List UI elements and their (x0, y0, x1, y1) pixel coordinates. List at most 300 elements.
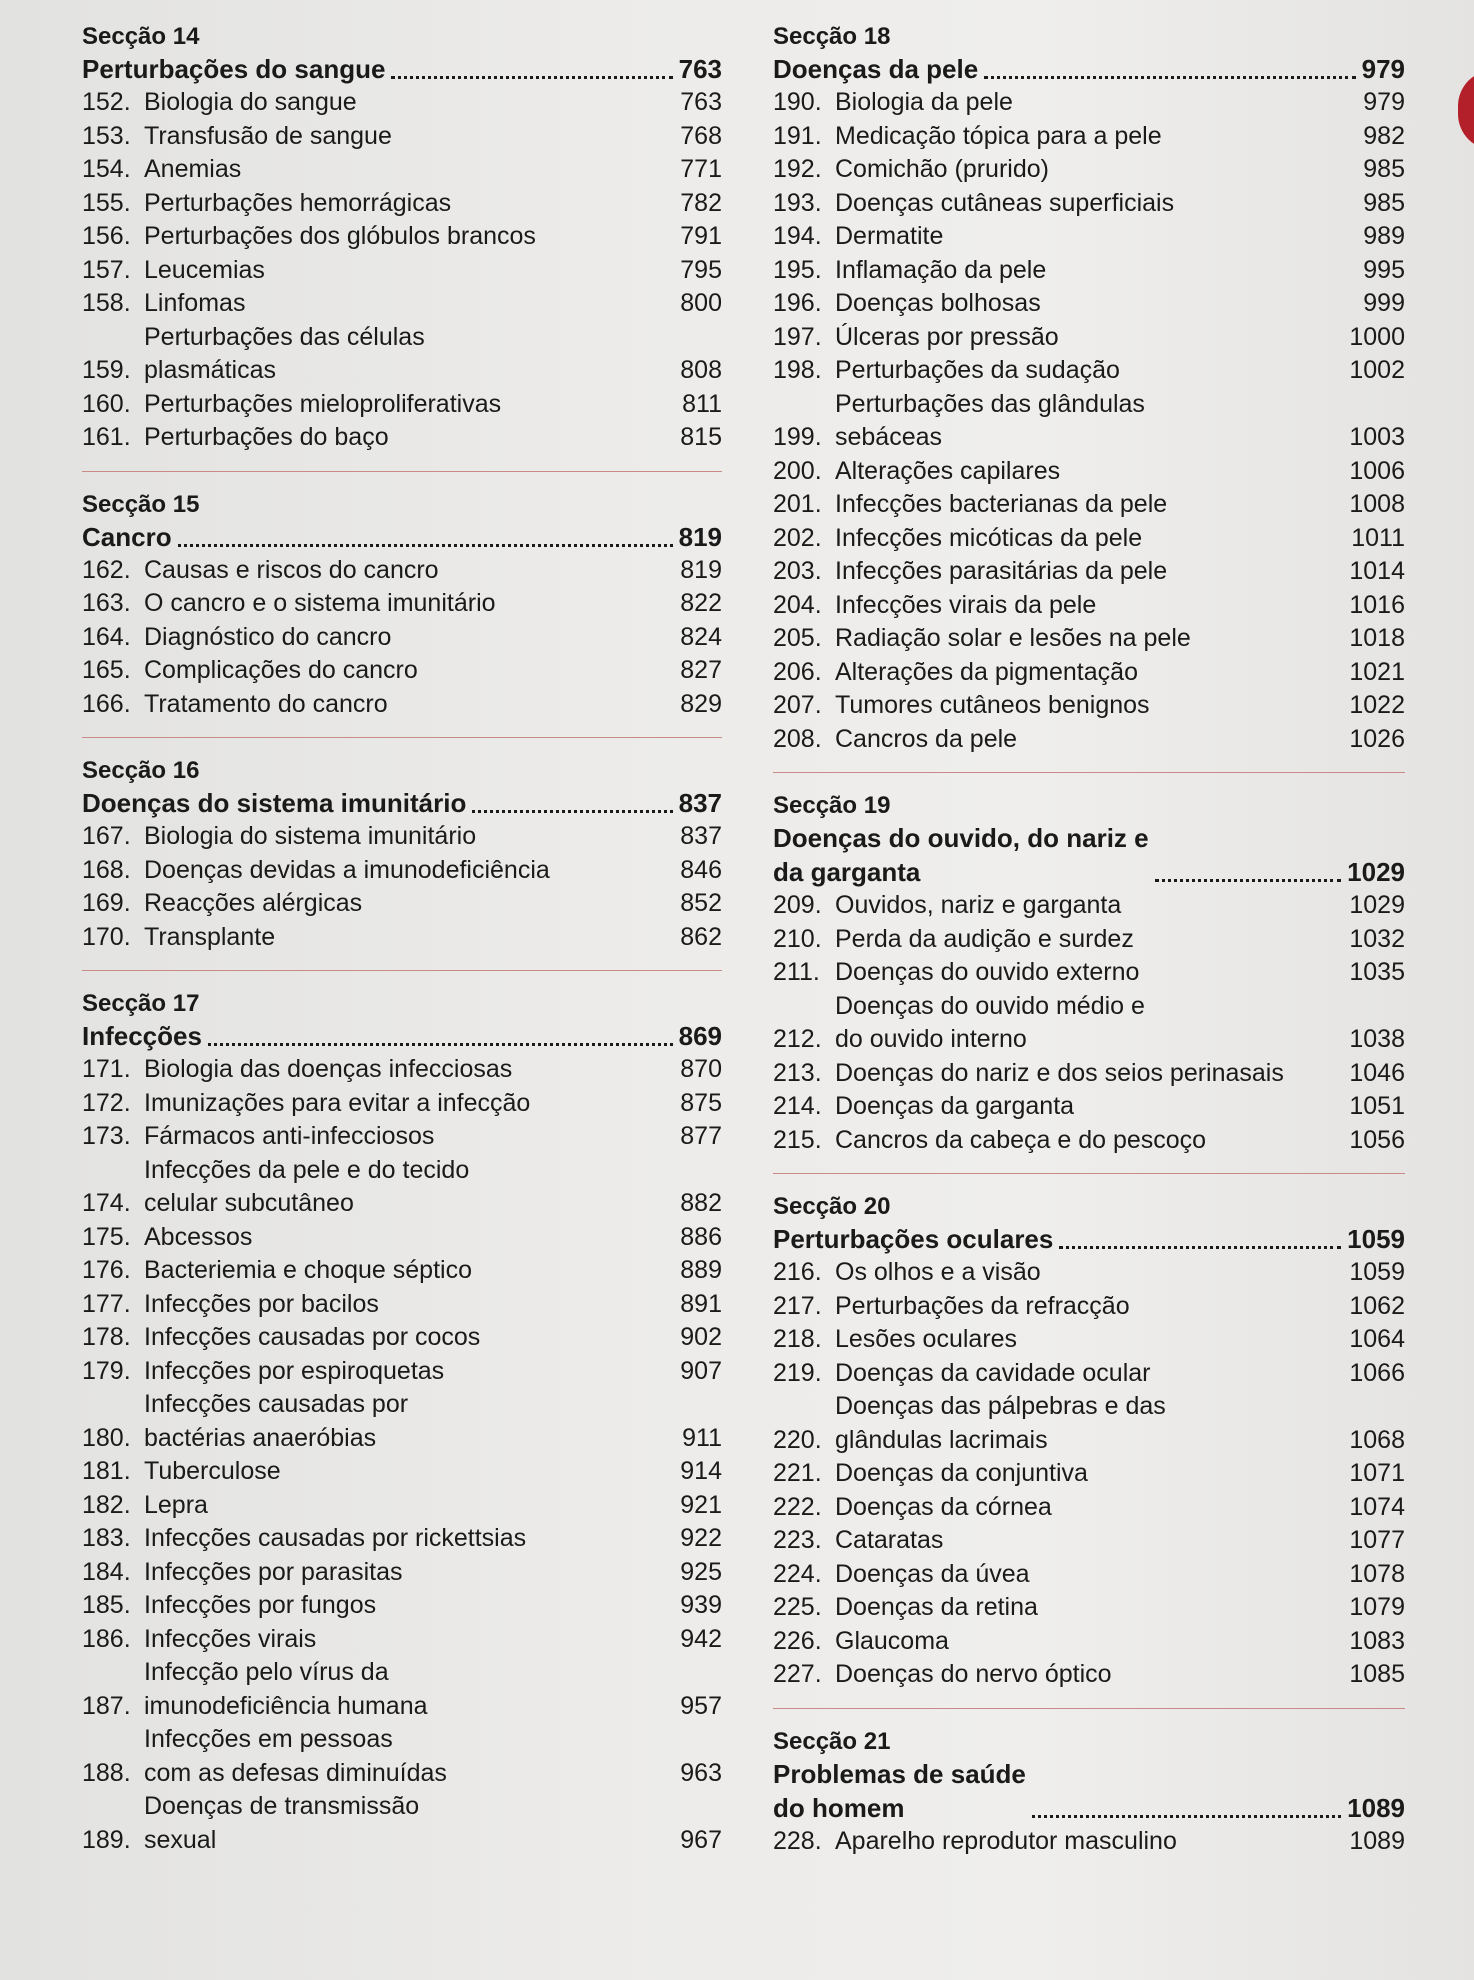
toc-section (773, 22, 1405, 756)
chapter-title: Reacções alérgicas (144, 889, 363, 917)
chapter-page: 1068 (1349, 1425, 1405, 1454)
toc-entry (773, 287, 1405, 321)
chapter-number: 175. (82, 1222, 131, 1251)
toc-entry (82, 1053, 722, 1087)
red-page-tab (1458, 70, 1474, 150)
chapter-title-wrap (835, 622, 1325, 656)
dot-leader (984, 76, 1355, 79)
chapter-page: 939 (680, 1591, 722, 1619)
chapter-number: 161. (82, 423, 131, 451)
chapter-page: 985 (1363, 155, 1405, 183)
chapter-number: 160. (82, 389, 131, 418)
chapter-number: 167. (82, 822, 131, 850)
chapter-page: 1011 (1351, 523, 1405, 552)
chapter-number: 184. (82, 1557, 131, 1586)
toc-entry (82, 1790, 722, 1857)
chapter-number: 169. (82, 889, 131, 917)
chapter-number: 181. (82, 1457, 131, 1485)
chapter-title: Infecções bacterianas da pele (835, 490, 1168, 518)
toc-entry (773, 656, 1405, 690)
chapter-title: Doenças bolhosas (835, 289, 1041, 317)
chapter-page: 1003 (1349, 423, 1405, 451)
chapter-title: Doenças cutâneas superficiais (835, 188, 1175, 217)
chapter-number: 163. (82, 589, 131, 617)
chapter-title-wrap (144, 1790, 642, 1857)
toc-entry (773, 1057, 1405, 1091)
toc-entry (82, 1355, 722, 1389)
chapter-page: 967 (680, 1825, 722, 1854)
chapter-title: Infecções por espiroquetas (144, 1356, 445, 1385)
chapter-number: 168. (82, 855, 131, 884)
chapter-title: Biologia da pele (835, 88, 1013, 116)
toc-entry (82, 587, 722, 621)
chapter-title-wrap (835, 86, 1325, 120)
toc-entry (82, 1321, 722, 1355)
chapter-title: Inflamação da pele (835, 255, 1047, 284)
chapter-title: Perturbações do baço (144, 423, 389, 451)
toc-entry (82, 688, 722, 722)
chapter-page: 782 (680, 188, 722, 217)
toc-entry (773, 1323, 1405, 1357)
chapter-number: 203. (773, 557, 822, 585)
chapter-title: Infecções virais da pele (835, 590, 1097, 619)
chapter-page: 829 (680, 689, 722, 718)
chapter-title: Doenças da retina (835, 1593, 1038, 1621)
chapter-number: 228. (773, 1826, 822, 1855)
chapter-number: 189. (82, 1825, 131, 1854)
chapter-title: Doenças do nervo óptico (835, 1660, 1112, 1688)
chapter-title-wrap (144, 220, 642, 254)
chapter-title-wrap (835, 1491, 1325, 1525)
section-title: Doenças do ouvido, do nariz e (773, 823, 1149, 853)
chapter-page: 999 (1363, 289, 1405, 317)
chapter-number: 180. (82, 1423, 131, 1452)
chapter-page: 882 (680, 1189, 722, 1217)
toc-entry (82, 1489, 722, 1523)
chapter-title-wrap (835, 1591, 1325, 1625)
chapter-title-wrap (144, 86, 642, 120)
section-title-wrap (773, 1222, 1053, 1256)
chapter-page: 995 (1363, 255, 1405, 284)
chapter-page: 1018 (1349, 624, 1405, 652)
chapter-page: 1062 (1349, 1291, 1405, 1320)
section-divider (773, 1708, 1405, 1709)
section-title-row (773, 821, 1405, 889)
chapter-title: Complicações do cancro (144, 656, 418, 684)
chapter-title-wrap (144, 1455, 642, 1489)
section-page: 819 (678, 521, 722, 552)
chapter-title: Radiação solar e lesões na pele (835, 624, 1191, 652)
section-page: 1059 (1347, 1224, 1405, 1254)
chapter-title-wrap (144, 1120, 642, 1154)
toc-entry (773, 589, 1405, 623)
chapter-number: 214. (773, 1092, 822, 1120)
chapter-title: Transplante (144, 922, 276, 951)
chapter-title: Leucemias (144, 255, 265, 284)
chapter-number: 174. (82, 1189, 131, 1217)
chapter-title: Comichão (prurido) (835, 155, 1049, 183)
chapter-title-wrap (835, 1090, 1325, 1124)
chapter-number: 219. (773, 1358, 822, 1387)
chapter-page: 889 (680, 1256, 722, 1284)
toc-entry (773, 1457, 1405, 1491)
section-title: Infecções (82, 1021, 202, 1051)
section-label: Secção 19 (773, 792, 891, 819)
chapter-title-wrap (144, 820, 642, 854)
chapter-number: 173. (82, 1122, 131, 1150)
chapter-title-wrap (835, 555, 1325, 589)
chapter-page: 963 (680, 1758, 722, 1787)
chapter-title-wrap (144, 321, 642, 388)
chapter-page: 1074 (1349, 1492, 1405, 1521)
chapter-page: 891 (680, 1289, 722, 1318)
section-page: 763 (678, 54, 722, 84)
chapter-page: 925 (680, 1557, 722, 1586)
section-title-row (82, 52, 722, 86)
chapter-title-wrap (144, 554, 642, 588)
toc-entry (82, 1388, 722, 1455)
chapter-title-wrap (835, 220, 1325, 254)
chapter-title: Tumores cutâneos benignos (835, 691, 1150, 719)
chapter-number: 159. (82, 356, 131, 384)
chapter-title-wrap (835, 488, 1325, 522)
chapter-title-wrap (835, 1524, 1325, 1558)
chapter-page: 1000 (1349, 322, 1405, 351)
dot-leader (1155, 879, 1342, 882)
chapter-number: 225. (773, 1593, 822, 1621)
chapter-number: 209. (773, 891, 822, 919)
section-divider (773, 1173, 1405, 1174)
chapter-page: 837 (680, 822, 722, 850)
chapter-page: 1056 (1349, 1125, 1405, 1154)
chapter-page: 1014 (1349, 557, 1405, 585)
chapter-title: Infecções parasitárias da pele (835, 557, 1168, 585)
chapter-number: 217. (773, 1291, 822, 1320)
chapter-title: Doenças da cavidade ocular (835, 1358, 1151, 1387)
chapter-title: Lepra (144, 1490, 208, 1519)
chapter-page: 922 (680, 1524, 722, 1552)
chapter-title: Doenças das pálpebras e das (835, 1392, 1166, 1420)
chapter-number: 187. (82, 1691, 131, 1720)
chapter-number: 172. (82, 1088, 131, 1117)
chapter-title: Biologia do sistema imunitário (144, 822, 477, 850)
chapter-title-wrap (144, 1221, 642, 1255)
chapter-title-wrap (144, 1723, 642, 1790)
toc-entry (82, 421, 722, 455)
toc-entry (82, 1556, 722, 1590)
chapter-page: 911 (682, 1423, 722, 1452)
chapter-page: 1079 (1349, 1593, 1405, 1621)
toc-entry (773, 187, 1405, 221)
chapter-title-wrap (144, 421, 642, 455)
chapter-title-wrap (144, 587, 642, 621)
chapter-title: Doenças da córnea (835, 1492, 1052, 1521)
chapter-page: 1085 (1349, 1660, 1405, 1688)
chapter-title-wrap (144, 1489, 642, 1523)
chapter-number: 213. (773, 1058, 822, 1087)
chapter-title-wrap (144, 1053, 642, 1087)
toc-column-left (82, 22, 722, 1873)
chapter-page: 907 (680, 1356, 722, 1385)
chapter-number: 224. (773, 1559, 822, 1588)
section-title: Problemas de saúde (773, 1758, 1026, 1789)
chapter-number: 200. (773, 456, 822, 485)
chapter-page: 1016 (1349, 590, 1405, 619)
chapter-page: 1035 (1349, 958, 1405, 986)
section-divider (82, 471, 722, 472)
chapter-title: Linfomas (144, 289, 246, 317)
toc-entry (773, 622, 1405, 656)
chapter-page: 1046 (1349, 1058, 1405, 1087)
chapter-number: 188. (82, 1758, 131, 1787)
chapter-page: 771 (680, 155, 722, 183)
chapter-number: 156. (82, 222, 131, 250)
chapter-title: Infecções virais (144, 1624, 317, 1653)
chapter-number: 198. (773, 356, 822, 384)
toc-section (82, 471, 722, 722)
chapter-page: 768 (680, 121, 722, 150)
chapter-number: 157. (82, 255, 131, 284)
chapter-title-wrap (835, 522, 1325, 556)
toc-entry (82, 287, 722, 321)
chapter-title-wrap (835, 120, 1325, 154)
chapter-title: Biologia do sangue (144, 88, 357, 116)
chapter-page: 1038 (1349, 1025, 1405, 1053)
chapter-title-wrap (144, 1656, 642, 1723)
chapter-number: 153. (82, 121, 131, 150)
toc-entry (82, 86, 722, 120)
chapter-number: 207. (773, 691, 822, 719)
chapter-title-wrap (144, 921, 642, 955)
chapter-number: 164. (82, 622, 131, 651)
toc-entry (82, 854, 722, 888)
chapter-number: 226. (773, 1626, 822, 1655)
section-title-wrap (82, 520, 172, 554)
chapter-title-wrap (144, 388, 642, 422)
section-label: Secção 15 (82, 490, 200, 518)
toc-entry (773, 1290, 1405, 1324)
chapter-title-wrap (835, 1825, 1325, 1859)
toc-section (82, 970, 722, 1857)
chapter-page: 852 (680, 889, 722, 917)
chapter-number: 177. (82, 1289, 131, 1318)
toc-entry (773, 153, 1405, 187)
chapter-title-wrap (144, 1254, 642, 1288)
toc-entry (82, 887, 722, 921)
chapter-title: Causas e riscos do cancro (144, 555, 439, 584)
chapter-page: 914 (680, 1457, 722, 1485)
chapter-title: Fármacos anti-infecciosos (144, 1122, 435, 1150)
chapter-title: Infecções por fungos (144, 1591, 377, 1619)
chapter-page: 979 (1363, 88, 1405, 116)
section-title: Perturbações oculares (773, 1224, 1054, 1254)
chapter-title: Diagnóstico do cancro (144, 622, 392, 651)
toc-entry (82, 120, 722, 154)
toc-entry (773, 1658, 1405, 1692)
chapter-title-wrap (144, 887, 642, 921)
chapter-page: 1059 (1349, 1258, 1405, 1286)
toc-entry (82, 654, 722, 688)
chapter-title: Ouvidos, nariz e garganta (835, 891, 1122, 919)
chapter-title-line2: bactérias anaeróbias (144, 1423, 377, 1452)
chapter-number: 171. (82, 1055, 131, 1083)
chapter-title-line2: com as defesas diminuídas (144, 1758, 447, 1787)
chapter-title: Infecções por bacilos (144, 1289, 379, 1318)
chapter-title-wrap (835, 723, 1325, 757)
chapter-page: 1051 (1349, 1092, 1405, 1120)
chapter-title-wrap (144, 854, 642, 888)
toc-entry (773, 254, 1405, 288)
chapter-title: Perturbações da sudação (835, 356, 1120, 384)
toc-entry (773, 1256, 1405, 1290)
chapter-page: 877 (680, 1122, 722, 1150)
chapter-number: 185. (82, 1591, 131, 1619)
chapter-title-wrap (144, 688, 642, 722)
chapter-page: 1071 (1349, 1459, 1405, 1487)
chapter-title-wrap (835, 1558, 1325, 1592)
dot-leader (208, 1043, 673, 1046)
chapter-number: 202. (773, 523, 822, 552)
chapter-page: 1066 (1349, 1358, 1405, 1387)
section-divider (82, 737, 722, 738)
chapter-title: Infecções por parasitas (144, 1557, 403, 1586)
chapter-page: 1026 (1349, 724, 1405, 753)
chapter-title: Abcessos (144, 1222, 253, 1251)
toc-entry (773, 1491, 1405, 1525)
chapter-number: 191. (773, 121, 822, 150)
toc-section (82, 22, 722, 455)
chapter-title-wrap (144, 1556, 642, 1590)
section-title-row (773, 1222, 1405, 1256)
chapter-title-line2: glândulas lacrimais (835, 1425, 1048, 1454)
chapter-title-wrap (835, 956, 1325, 990)
chapter-number: 211. (773, 958, 820, 986)
toc-entry (82, 1087, 722, 1121)
chapter-title-wrap (835, 1390, 1325, 1457)
toc-entry (82, 321, 722, 388)
chapter-title-wrap (835, 1625, 1325, 1659)
toc-entry (82, 921, 722, 955)
chapter-number: 196. (773, 289, 822, 317)
chapter-number: 197. (773, 322, 822, 351)
chapter-title-line2: sexual (144, 1825, 217, 1854)
chapter-title: Infecções causadas por rickettsias (144, 1524, 527, 1552)
section-label: Secção 16 (82, 757, 200, 784)
chapter-title: Dermatite (835, 222, 944, 250)
chapter-number: 178. (82, 1323, 131, 1351)
chapter-title: Úlceras por pressão (835, 322, 1059, 351)
chapter-title: Cataratas (835, 1526, 944, 1554)
chapter-number: 193. (773, 188, 822, 217)
chapter-title-wrap (835, 1256, 1325, 1290)
chapter-page: 800 (680, 289, 722, 317)
chapter-number: 199. (773, 423, 822, 451)
chapter-title-wrap (144, 1589, 642, 1623)
chapter-title-wrap (144, 1087, 642, 1121)
dot-leader (178, 544, 673, 547)
chapter-title-line2: do ouvido interno (835, 1025, 1027, 1053)
section-title-wrap (82, 1019, 202, 1053)
chapter-number: 162. (82, 555, 131, 584)
chapter-page: 795 (680, 255, 722, 284)
toc-entry (82, 1623, 722, 1657)
chapter-number: 215. (773, 1125, 822, 1154)
chapter-page: 989 (1363, 222, 1405, 250)
toc-entry (773, 120, 1405, 154)
chapter-title-line2: sebáceas (835, 423, 943, 451)
chapter-number: 158. (82, 289, 131, 317)
toc-entry (773, 1390, 1405, 1457)
section-title-row (82, 786, 722, 820)
chapter-number: 155. (82, 188, 131, 217)
toc-entry (82, 1723, 722, 1790)
chapter-page: 1089 (1349, 1826, 1405, 1855)
chapter-number: 210. (773, 924, 822, 953)
chapter-title: Infecções micóticas da pele (835, 523, 1143, 552)
section-title-wrap (773, 821, 1149, 889)
section-page: 979 (1361, 54, 1405, 84)
section-title-wrap (773, 52, 978, 86)
chapter-title-wrap (144, 120, 642, 154)
toc-entry (773, 1357, 1405, 1391)
toc-entry (773, 1090, 1405, 1124)
chapter-title-wrap (835, 287, 1325, 321)
chapter-title-wrap (835, 354, 1325, 388)
dot-leader (391, 76, 672, 79)
chapter-page: 942 (680, 1624, 722, 1653)
chapter-title: Glaucoma (835, 1626, 949, 1655)
chapter-page: 808 (680, 356, 722, 384)
section-title-wrap (82, 786, 466, 820)
section-label: Secção 20 (773, 1193, 891, 1220)
toc-entry (82, 1288, 722, 1322)
chapter-title-wrap (835, 990, 1325, 1057)
chapter-number: 194. (773, 222, 822, 250)
chapter-page: 1029 (1349, 891, 1405, 919)
chapter-number: 220. (773, 1425, 822, 1454)
chapter-title: Perturbações mieloproliferativas (144, 389, 502, 418)
chapter-page: 862 (680, 922, 722, 951)
section-label: Secção 17 (82, 990, 200, 1017)
chapter-title: Os olhos e a visão (835, 1258, 1041, 1286)
chapter-title: Doenças da úvea (835, 1559, 1030, 1588)
chapter-number: 183. (82, 1524, 131, 1552)
toc-entry (773, 1124, 1405, 1158)
chapter-title: Lesões oculares (835, 1325, 1018, 1353)
section-title-wrap (82, 52, 385, 86)
chapter-title-wrap (835, 321, 1325, 355)
chapter-title-wrap (835, 889, 1325, 923)
chapter-title: Perturbações da refracção (835, 1291, 1130, 1320)
chapter-page: 957 (680, 1691, 722, 1720)
chapter-title: Infecções em pessoas (144, 1725, 393, 1753)
chapter-title: Perturbações das células (144, 322, 425, 351)
chapter-page: 1022 (1349, 691, 1405, 719)
toc-section (773, 1173, 1405, 1692)
section-title: Doenças da pele (773, 54, 979, 84)
chapter-number: 179. (82, 1356, 131, 1385)
toc-section (773, 772, 1405, 1157)
chapter-title: Perda da audição e surdez (835, 924, 1134, 953)
toc-entry (773, 321, 1405, 355)
chapter-title-wrap (835, 1457, 1325, 1491)
chapter-page: 1002 (1349, 356, 1405, 384)
chapter-title: Doenças do ouvido médio e (835, 991, 1145, 1020)
chapter-title-wrap (144, 1355, 642, 1389)
chapter-title-wrap (835, 1124, 1325, 1158)
chapter-title: Doenças da garganta (835, 1092, 1075, 1120)
chapter-title: Infecções causadas por (144, 1390, 409, 1418)
